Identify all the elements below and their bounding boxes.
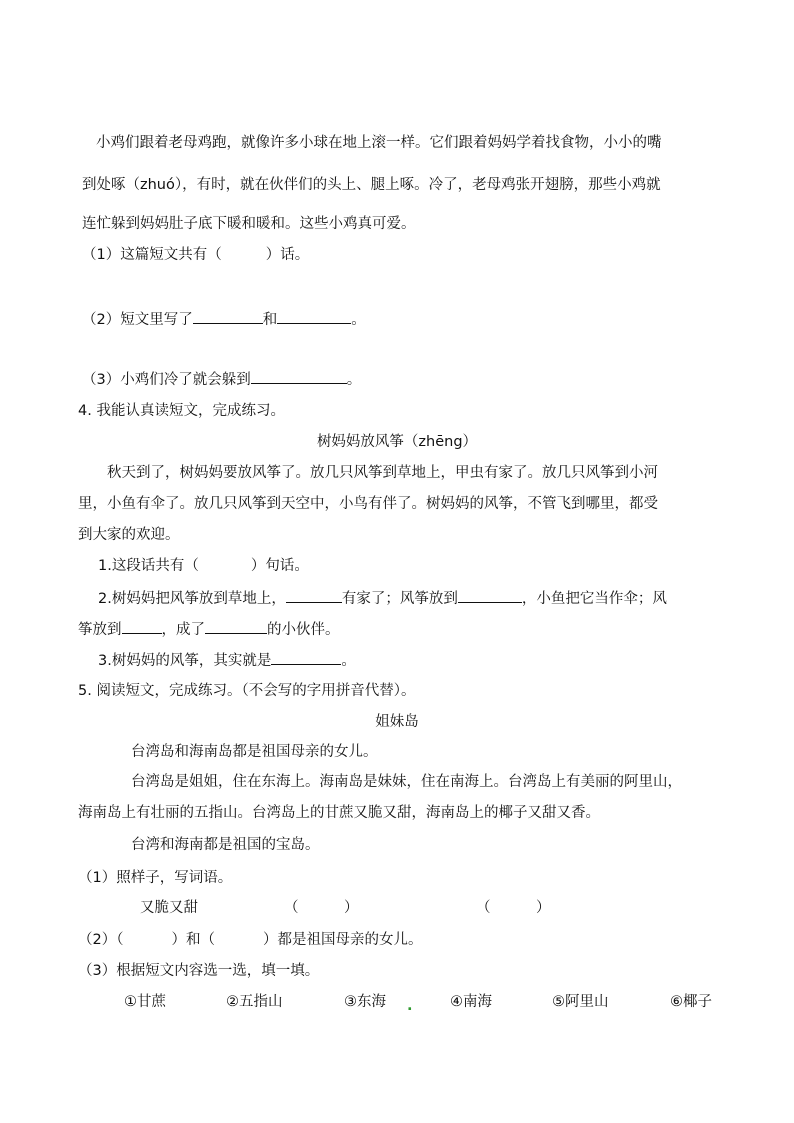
section5-para3: 台湾和海南都是祖国的宝岛。 [131,837,320,853]
s4-q1-text-b: ）句话。 [250,558,309,574]
section4-line1: 秋天到了，树妈妈要放风筝了。放几只风筝到草地上，甲虫有家了。放几只风筝到小河 [107,465,658,481]
s5-q1-paren-open-2: （ [476,900,491,916]
s4-q2-text-a: 2.树妈妈把风筝放到草地上， [98,591,286,607]
p1-question-1 [82,245,309,265]
s5-question-2 [78,930,422,950]
section4-line3: 到大家的欢迎。 [78,527,180,543]
section4-title: 树妈妈放风筝（zhēng） [316,434,478,450]
p1-q3-blank[interactable] [251,369,347,384]
s4-q2-text-b: 有家了；风筝放到 [341,591,458,607]
p1-q3-text-a: （3）小鸡们冷了就会躲到 [82,372,251,388]
section5-para1: 台湾岛和海南岛都是祖国母亲的女儿。 [131,744,378,760]
s4-q2-text-e: ，成了 [161,622,205,638]
s4-q2-blank-2[interactable] [458,588,522,603]
s4-q2-blank-1[interactable] [286,588,342,603]
s5-option-1: ①甘蔗 [124,994,166,1010]
p1-q3-text-b: 。 [346,372,362,388]
p1-q1-text-b: ）话。 [265,247,310,263]
s4-question-2-line1 [98,588,667,609]
s4-q2-text-f: 的小伙伴。 [267,622,340,638]
p1-q1-text-a: （1）这篇短文共有（ [82,247,222,263]
s4-question-2-line2 [78,619,340,640]
s4-q3-blank[interactable] [271,650,341,665]
stray-dot-mark: . [407,998,413,1014]
s5-q1-paren-close-1: ） [344,900,359,916]
p1-q2-text-a: （2）短文里写了 [82,312,193,328]
s4-q2-blank-3[interactable] [122,619,162,634]
p1-q2-blank-1[interactable] [193,309,263,324]
s5-q1-answer-1[interactable] [300,898,340,918]
passage1-line1: 小鸡们跟着老母鸡跑，就像许多小球在地上滚一样。它们跟着妈妈学着找食物，小小的嘴 [96,135,662,151]
p1-question-3 [82,369,361,390]
section5-title: 姐妹岛 [375,714,419,730]
section5-heading: 5. 阅读短文，完成练习。（不会写的字用拼音代替）。 [78,683,416,699]
s4-q1-text-a: 1.这段话共有（ [98,558,199,574]
s4-q3-text-b: 。 [341,653,356,669]
passage1-line3: 连忙躲到妈妈肚子底下暖和暖和。这些小鸡真可爱。 [82,216,416,232]
s5-question-3: （3）根据短文内容选一选，填一填。 [78,963,320,979]
s5-question-1: （1）照样子，写词语。 [78,870,233,886]
s4-q2-text-d: 筝放到 [78,622,122,638]
s5-option-5: ⑤阿里山 [552,994,609,1010]
s5-q1-paren-close-2: ） [536,900,551,916]
s5-option-4: ④南海 [450,994,492,1010]
section5-para2-line1: 台湾岛是姐姐，住在东海上。海南岛是妹妹，住在南海上。台湾岛上有美丽的阿里山， [131,774,682,790]
section4-line2: 里，小鱼有伞了。放几只风筝到天空中，小鸟有伴了。树妈妈的风筝，不管飞到哪里，都受 [78,496,658,512]
p1-q2-text-c: 。 [351,312,366,328]
p1-question-2 [82,309,366,330]
s5-q1-answer-2[interactable] [492,898,532,918]
s5-q1-example: 又脆又甜 [140,900,198,916]
passage1-line2: 到处啄（zhuó），有时，就在伙伴们的头上、腿上啄。冷了，老母鸡张开翅膀，那些小鸡就 [82,177,661,193]
s5-q1-paren-open-1: （ [284,900,299,916]
s5-option-6: ⑥椰子 [670,994,712,1010]
s5-q2-text-a: （2）（ [78,932,124,948]
s4-q2-text-c: ，小鱼把它当作伞；风 [521,591,667,607]
s4-q3-text-a: 3.树妈妈的风筝，其实就是 [98,653,272,669]
s4-question-1 [98,556,309,576]
p1-q2-blank-2[interactable] [277,309,351,324]
section4-heading: 4. 我能认真读短文，完成练习。 [78,403,285,419]
s4-q2-blank-4[interactable] [205,619,267,634]
s5-option-2: ②五指山 [226,994,283,1010]
s5-q2-text-c: ）都是祖国母亲的女儿。 [262,932,423,948]
s4-question-3 [98,650,356,671]
s5-q2-text-b: ）和（ [171,932,215,948]
p1-q2-text-b: 和 [262,312,278,328]
s5-option-3: ③东海 [344,994,386,1010]
section5-para2-line2: 海南岛上有壮丽的五指山。台湾岛上的甘蔗又脆又甜，海南岛上的椰子又甜又香。 [78,805,600,821]
